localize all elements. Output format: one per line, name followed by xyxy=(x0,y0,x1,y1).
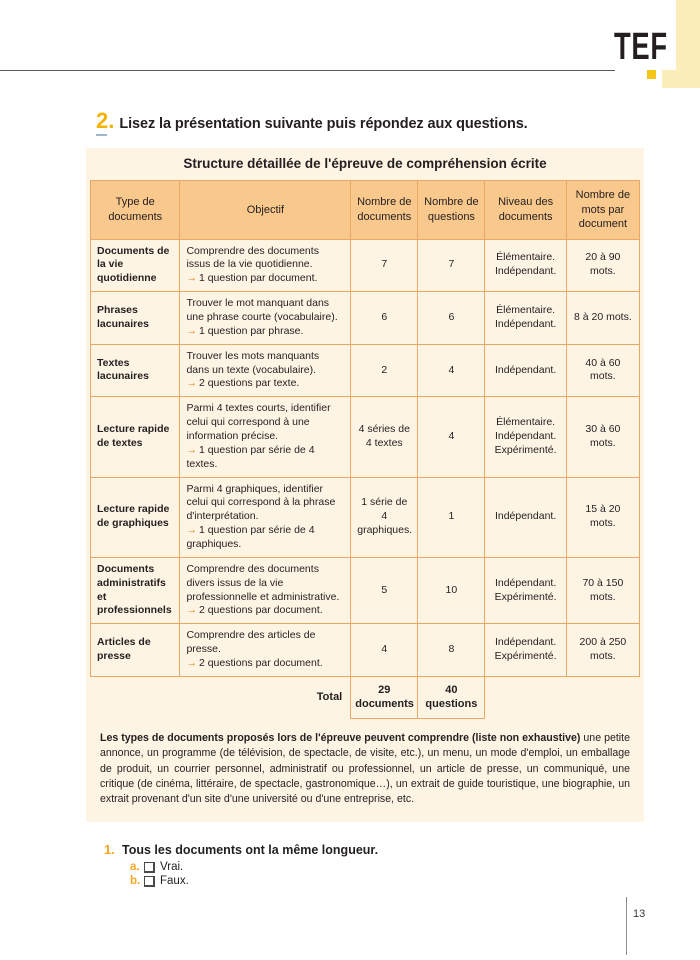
corner-accent-band-lower xyxy=(662,70,700,88)
option-label: Vrai. xyxy=(160,861,184,873)
objective-main: Parmi 4 textes courts, identifier celui qui correspond à une information précise. xyxy=(186,402,331,442)
cell-objective xyxy=(180,557,351,623)
cell-nb-questions: 4 xyxy=(418,344,485,397)
objective-main: Comprendre des documents issus de la vie quotidienne. xyxy=(186,244,319,271)
col-header-objectif: Objectif xyxy=(180,181,351,240)
objective-sub-text: 2 questions par texte. xyxy=(198,377,300,390)
objective-sub-text: 1 question par document. xyxy=(198,272,318,285)
note-paragraph xyxy=(86,719,644,822)
cell-nb-mots: 30 à 60 mots. xyxy=(566,397,639,477)
footer-rule xyxy=(626,897,627,955)
objective-main: Parmi 4 graphiques, identifier celui qui correspond à la phrase d'interprétation. xyxy=(186,482,336,523)
table-row xyxy=(91,397,640,477)
arrow-icon: → xyxy=(186,604,197,617)
objective-sub-line xyxy=(186,444,344,472)
table-header-row xyxy=(91,181,640,240)
arrow-icon: → xyxy=(186,272,197,285)
cell-nb-documents: 2 xyxy=(351,344,418,397)
exercise-heading xyxy=(96,110,528,132)
panel-title: Structure détaillée de l'épreuve de compréhension écrite xyxy=(183,156,547,171)
question-item xyxy=(104,842,624,857)
cell-nb-mots: 15 à 20 mots. xyxy=(566,477,639,557)
cell-nb-mots: 8 à 20 mots. xyxy=(566,292,639,345)
cell-objective xyxy=(180,344,351,397)
option-letter: a. xyxy=(130,861,140,873)
objective-sub-text: 2 questions par document. xyxy=(198,657,323,670)
brand-accent-tick xyxy=(647,70,656,79)
col-header-type: Type de documents xyxy=(91,181,180,240)
cell-type: Phrases lacunaires xyxy=(91,292,180,345)
cell-nb-questions: 10 xyxy=(418,557,485,623)
cell-objective xyxy=(180,397,351,477)
col-header-nb-questions: Nombre de questions xyxy=(418,181,485,240)
cell-objective xyxy=(180,239,351,292)
cell-niveau: Indépendant. Expérimenté. xyxy=(485,624,566,677)
arrow-icon: → xyxy=(186,443,197,456)
option-label: Faux. xyxy=(160,875,189,887)
cell-nb-mots: 70 à 150 mots. xyxy=(566,557,639,623)
exercise-number: 2. xyxy=(96,108,115,133)
structure-table xyxy=(90,180,640,719)
cell-niveau: Élémentaire. Indépendant. xyxy=(485,239,566,292)
total-label: Total xyxy=(316,691,343,704)
objective-sub-text: 1 question par série de 4 textes. xyxy=(186,443,315,470)
cell-type: Documents administratifs et professionnels xyxy=(91,557,180,623)
col-header-nb-mots: Nombre de mots par document xyxy=(566,181,639,240)
answer-option-b[interactable] xyxy=(130,875,624,887)
objective-main: Trouver les mots manquants dans un texte (vocabulaire). xyxy=(186,349,320,376)
objective-sub-line xyxy=(186,272,344,286)
arrow-icon: → xyxy=(186,524,197,537)
cell-nb-questions: 7 xyxy=(418,239,485,292)
objective-sub-line xyxy=(186,377,344,391)
cell-nb-questions: 4 xyxy=(418,397,485,477)
objective-main: Trouver le mot manquant dans une phrase courte (vocabulaire). xyxy=(186,297,338,323)
page-number: 13 xyxy=(633,908,646,920)
table-row xyxy=(91,624,640,677)
cell-nb-documents: 1 série de 4 graphiques. xyxy=(351,477,418,557)
total-questions: 40 questions xyxy=(418,676,485,718)
header-rule xyxy=(0,70,615,71)
cell-nb-questions: 8 xyxy=(418,624,485,677)
note-bold-lead: Les types de documents proposés lors de l'épreuve peuvent comprendre (liste non exhaustive) xyxy=(100,731,581,744)
objective-sub-text: 2 questions par document. xyxy=(198,604,323,617)
table-row xyxy=(91,292,640,345)
col-header-nb-documents: Nombre de documents xyxy=(351,181,418,240)
table-row xyxy=(91,239,640,292)
arrow-icon: → xyxy=(186,324,197,337)
cell-type: Articles de presse xyxy=(91,624,180,677)
table-row xyxy=(91,477,640,557)
cell-type: Lecture rapide de textes xyxy=(91,397,180,477)
content-panel xyxy=(86,148,644,822)
cell-nb-documents: 4 xyxy=(351,624,418,677)
objective-sub-line xyxy=(186,524,344,552)
checkbox-icon[interactable] xyxy=(144,862,155,873)
table-row xyxy=(91,344,640,397)
arrow-icon: → xyxy=(186,377,197,390)
arrow-icon: → xyxy=(186,657,197,670)
cell-type: Documents de la vie quotidienne xyxy=(91,239,180,292)
cell-objective xyxy=(180,624,351,677)
question-number: 1. xyxy=(104,842,115,857)
objective-main: Comprendre des documents divers issus de la vie professionnelle et administrative. xyxy=(186,562,340,603)
cell-type: Textes lacunaires xyxy=(91,344,180,397)
total-documents: 29 documents xyxy=(351,676,418,718)
objective-sub-line xyxy=(186,604,344,618)
questions-section xyxy=(104,842,624,889)
brand-logo: TEF xyxy=(614,26,668,68)
objective-sub-text: 1 question par phrase. xyxy=(198,324,304,337)
structure-table-body xyxy=(91,239,640,718)
cell-nb-mots: 200 à 250 mots. xyxy=(566,624,639,677)
cell-type: Lecture rapide de graphiques xyxy=(91,477,180,557)
objective-sub-text: 1 question par série de 4 graphiques. xyxy=(186,524,315,551)
cell-niveau: Élémentaire. Indépendant. Expérimenté. xyxy=(485,397,566,477)
cell-niveau: Indépendant. xyxy=(485,344,566,397)
cell-nb-questions: 6 xyxy=(418,292,485,345)
answer-option-a[interactable] xyxy=(130,861,624,873)
cell-niveau: Indépendant. xyxy=(485,477,566,557)
cell-objective xyxy=(180,477,351,557)
cell-niveau: Élémentaire. Indépendant. xyxy=(485,292,566,345)
question-text: Tous les documents ont la même longueur. xyxy=(122,843,379,857)
cell-nb-documents: 7 xyxy=(351,239,418,292)
col-header-niveau: Niveau des documents xyxy=(485,181,566,240)
option-letter: b. xyxy=(130,875,141,887)
cell-nb-documents: 4 séries de 4 textes xyxy=(351,397,418,477)
cell-nb-documents: 6 xyxy=(351,292,418,345)
table-total-row xyxy=(91,676,640,718)
table-row xyxy=(91,557,640,623)
cell-nb-documents: 5 xyxy=(351,557,418,623)
total-spacer-type xyxy=(91,676,180,718)
objective-sub-line xyxy=(186,657,344,671)
cell-nb-mots: 40 à 60 mots. xyxy=(566,344,639,397)
note-rest-text: une petite annonce, un programme (de télévision, de spectacle, de visite, etc.), un menu, un mode d'emploi, un emballage de produit, un courrier personnel, administratif ou professionnel, un article de presse, un communiqué, une critique (de cinéma, littéraire, de spectacle, gastronomique…), un extrait de guide touristique, une biographie, un extrait provenant d'un site d'une université ou d'une entreprise, etc. xyxy=(100,731,630,806)
objective-sub-line xyxy=(186,325,344,339)
total-spacer-niveau xyxy=(485,676,566,718)
cell-objective xyxy=(180,292,351,345)
checkbox-icon[interactable] xyxy=(144,876,155,887)
total-spacer-mots xyxy=(566,676,639,718)
cell-niveau: Indépendant. Expérimenté. xyxy=(485,557,566,623)
objective-main: Comprendre des articles de presse. xyxy=(186,629,316,656)
cell-nb-questions: 1 xyxy=(418,477,485,557)
exercise-instruction: Lisez la présentation suivante puis répondez aux questions. xyxy=(119,116,528,132)
cell-nb-mots: 20 à 90 mots. xyxy=(566,239,639,292)
